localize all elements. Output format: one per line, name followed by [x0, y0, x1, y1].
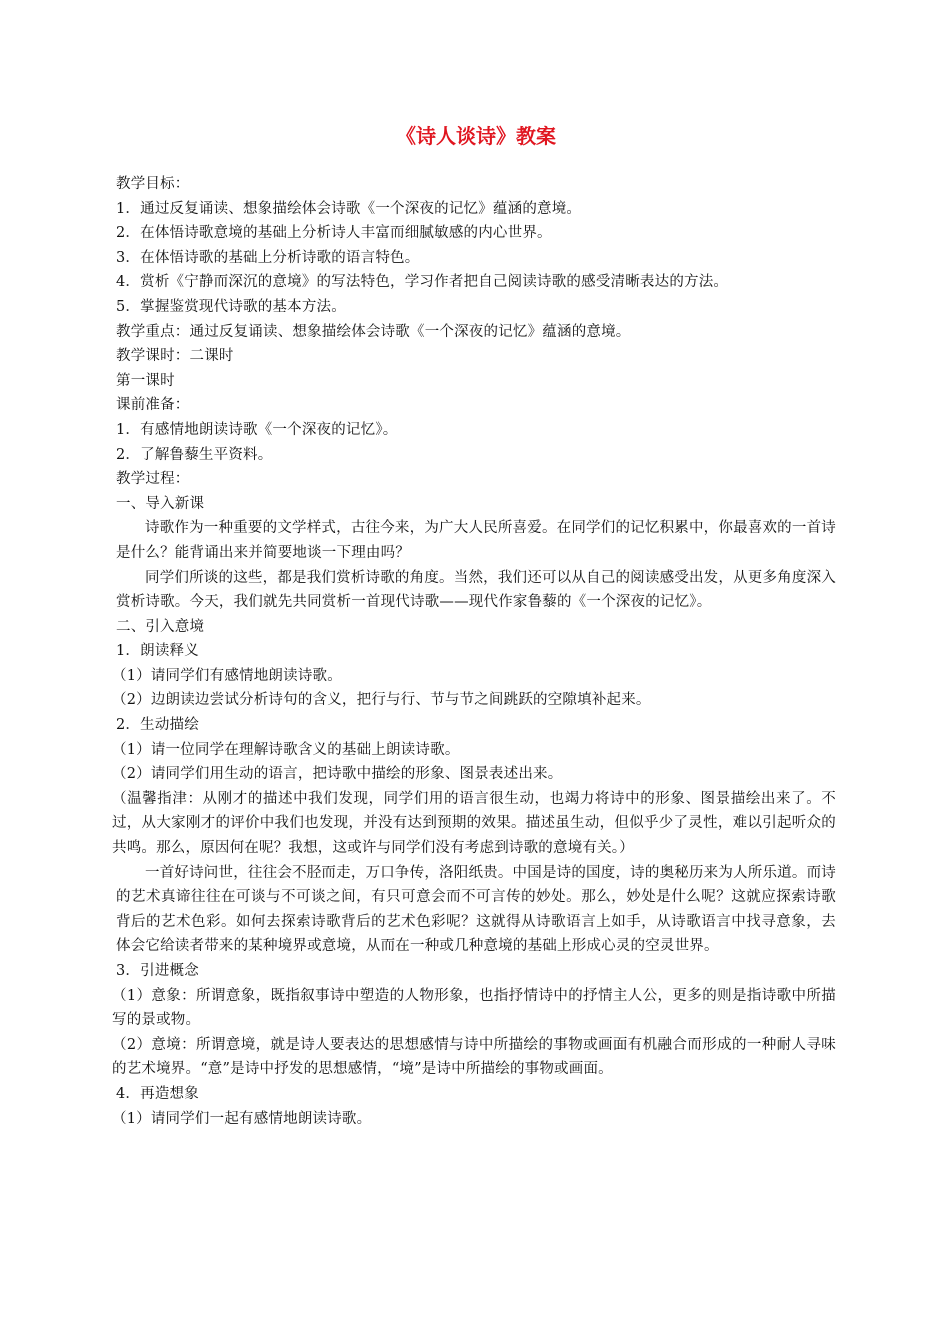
paragraph: 诗歌作为一种重要的文学样式，古往今来，为广大人民所喜爱。在同学们的记忆积累中，你最喜欢的一首诗是什么？能背诵出来并简要地谈一下理由吗？	[116, 520, 836, 561]
step-item: （2）请同学们用生动的语言，把诗歌中描绘的形象、图景表述出来。	[112, 766, 563, 783]
teaching-focus: 教学重点：通过反复诵读、想象描绘体会诗歌《一个深夜的记忆》蕴涵的意境。	[116, 323, 631, 340]
prep-item: 1．有感情地朗读诗歌《一个深夜的记忆》。	[116, 421, 398, 438]
subsection-heading: 二、引入意境	[116, 618, 205, 635]
prep-item: 2．了解鲁藜生平资料。	[116, 446, 273, 463]
step-heading: 2．生动描绘	[116, 717, 199, 734]
step-heading: 1．朗读释义	[116, 643, 199, 660]
paragraph: 同学们所谈的这些，都是我们赏析诗歌的角度。当然，我们还可以从自己的阅读感受出发，从更多角度深入赏析诗歌。今天，我们就先共同赏析一首现代诗歌——现代作家鲁藜的《一个深夜的记忆》。	[116, 569, 836, 611]
tip-paragraph: （温馨指津：从刚才的描述中我们发现，同学们用的语言很生动，也竭力将诗中的形象、图景描绘出来了。不过，从大家刚才的评价中我们也发现，并没有达到预期的效果。描述虽生动，但似乎少了灵性，难以引起听众的共鸣。那么，原因何在呢？我想，这或许与同学们没有考虑到诗歌的意境有关。）	[112, 790, 836, 857]
goal-item: 3．在体悟诗歌的基础上分析诗歌的语言特色。	[116, 249, 420, 266]
step-item: （1）请同学们一起有感情地朗读诗歌。	[112, 1110, 372, 1127]
goal-item: 4．赏析《宁静而深沉的意境》的写法特色，学习作者把自己阅读诗歌的感受清晰表达的方法。	[116, 274, 729, 291]
section-heading: 教学目标：	[116, 176, 190, 192]
step-item: （1）请一位同学在理解诗歌含义的基础上朗读诗歌。	[112, 741, 460, 758]
document-title: 《诗人谈诗》教案	[396, 124, 556, 148]
step-item: （2）边朗读边尝试分析诗句的含义，把行与行、节与节之间跳跃的空隙填补起来。	[112, 692, 651, 709]
concept-item: （1）意象：所谓意象，既指叙事诗中塑造的人物形象，也指抒情诗中的抒情主人公，更多的则是指诗歌中所描写的景或物。	[112, 987, 836, 1029]
section-heading: 教学过程：	[116, 471, 190, 488]
concept-item: （2）意境：所谓意境，就是诗人要表达的思想感情与诗中所描绘的事物或画面有机融合而形成的一种耐人寻味的艺术境界。“意”是诗中抒发的思想感情，“境”是诗中所描绘的事物或画面。	[112, 1036, 836, 1078]
document-page	[112, 118, 836, 1131]
teaching-hours: 教学课时：二课时	[116, 348, 234, 365]
section-heading: 课前准备：	[116, 397, 190, 414]
paragraph: 一首好诗问世，往往会不胫而走，万口争传，洛阳纸贵。中国是诗的国度，诗的奥秘历来为人所乐道。而诗的艺术真谛往往在可谈与不可谈之间，有只可意会而不可言传的妙处。那么，妙处是什么呢？这就应探索诗歌背后的艺术色彩。如何去探索诗歌背后的艺术色彩呢？这就得从诗歌语言上如手，从诗歌语言中找寻意象，去体会它给读者带来的某种境界或意境，从而在一种或几种意境的基础上形成心灵的空灵世界。	[116, 864, 836, 955]
goal-item: 2．在体悟诗歌意境的基础上分析诗人丰富而细腻敏感的内心世界。	[116, 225, 552, 242]
subsection-heading: 一、导入新课	[116, 495, 205, 512]
step-heading: 3．引进概念	[116, 963, 199, 979]
goal-item: 5．掌握鉴赏现代诗歌的基本方法。	[116, 298, 346, 315]
step-heading: 4．再造想象	[116, 1085, 199, 1102]
lesson-heading: 第一课时	[116, 372, 175, 389]
step-item: （1）请同学们有感情地朗读诗歌。	[112, 667, 342, 684]
goal-item: 1．通过反复诵读、想象描绘体会诗歌《一个深夜的记忆》蕴涵的意境。	[116, 200, 582, 217]
